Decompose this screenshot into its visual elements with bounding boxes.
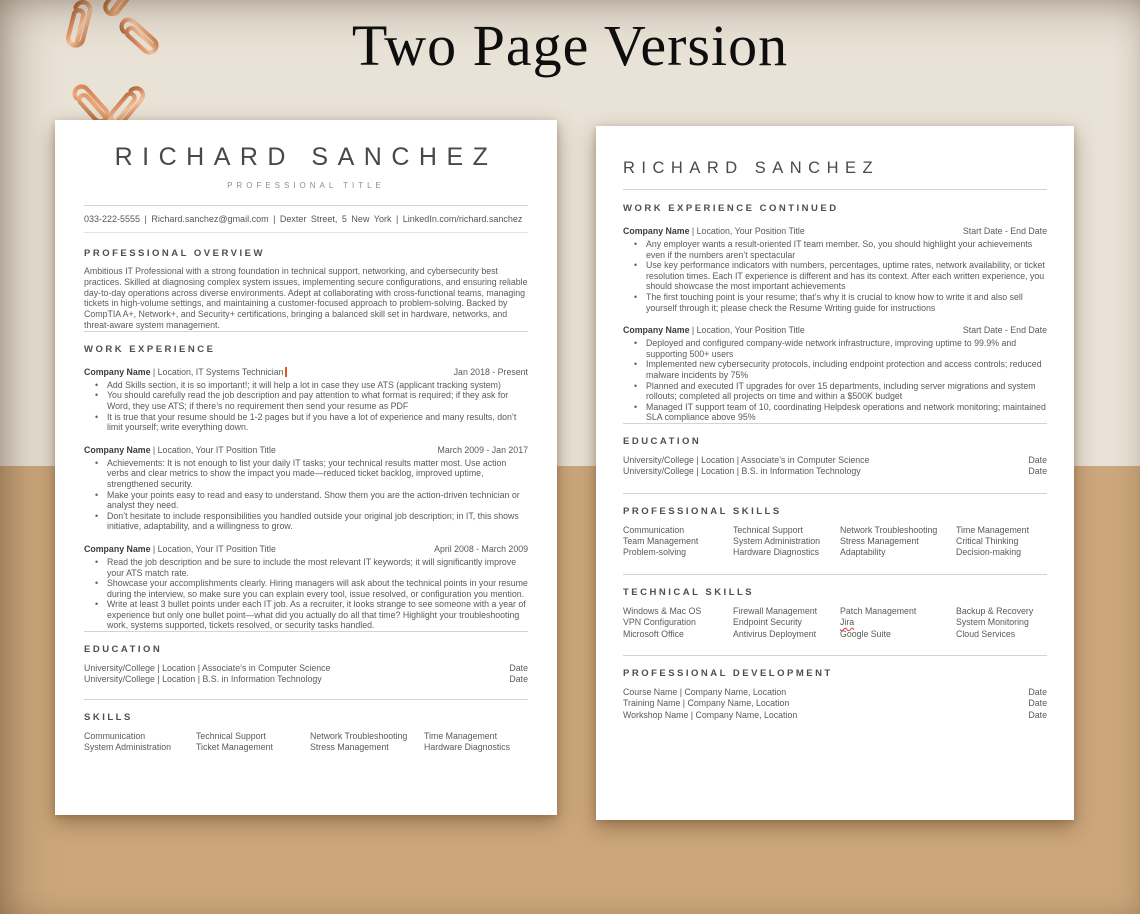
skill-item: Communication bbox=[84, 730, 146, 741]
bullet-item: • Make your points easy to read and easy to understand. Show them you are the action-driven technician or analyst they need. bbox=[84, 490, 528, 511]
skill-item: Microsoft Office bbox=[623, 628, 684, 639]
skill-item: Network Troubleshooting bbox=[310, 730, 408, 741]
job-bullets bbox=[84, 557, 528, 631]
education-heading: EDUCATION bbox=[623, 435, 702, 447]
job-dates: March 2009 - Jan 2017 bbox=[437, 444, 528, 455]
skill-item: Technical Support bbox=[733, 524, 803, 535]
resume-page-2 bbox=[596, 126, 1074, 820]
bullet-item: • Don’t hesitate to include responsibilities you handled outside your original job description; in IT, this shows initiative, adaptability, and a willingness to grow. bbox=[84, 511, 528, 532]
skill-item: Team Management bbox=[623, 535, 699, 546]
section-divider bbox=[623, 655, 1047, 656]
job-entry bbox=[84, 544, 528, 631]
skill-item: System Monitoring bbox=[956, 617, 1029, 628]
education-date: Date bbox=[509, 674, 528, 685]
job-title bbox=[84, 544, 276, 555]
skill-item: Communication bbox=[623, 524, 685, 535]
bullet-item: • Implemented new cybersecurity protocols, including endpoint protection and access controls; reduced malware incidents by 75% bbox=[623, 359, 1047, 380]
section-divider bbox=[623, 574, 1047, 575]
education-text: University/College | Location | Associate’s in Computer Science bbox=[623, 454, 870, 465]
job-dates: Jan 2018 - Present bbox=[453, 366, 528, 377]
education-row bbox=[623, 466, 1047, 477]
job-title bbox=[623, 325, 805, 336]
technical-skills-grid bbox=[623, 606, 1047, 640]
work-experience-heading: WORK EXPERIENCE bbox=[84, 343, 216, 355]
education-row bbox=[84, 663, 528, 674]
professional-skills-heading: PROFESSIONAL SKILLS bbox=[623, 505, 782, 517]
skill-item: Cloud Services bbox=[956, 628, 1016, 639]
skill-item: Time Management bbox=[424, 730, 498, 741]
education-text: University/College | Location | Associate’s in Computer Science bbox=[84, 663, 331, 674]
banner-title: Two Page Version bbox=[351, 13, 789, 78]
skill-item: System Administration bbox=[733, 535, 821, 546]
rule-below-contact bbox=[84, 232, 528, 233]
bullet-item: • You should carefully read the job description and pay attention to what format is required; if they ask for Word, they use ATS; if there’s no requirement then send your resume as PDF bbox=[84, 390, 528, 411]
text-cursor bbox=[285, 367, 287, 377]
page1-name: RICHARD SANCHEZ bbox=[114, 143, 498, 171]
job-header bbox=[84, 544, 528, 555]
job-entry bbox=[84, 367, 528, 433]
skill-item: System Administration bbox=[84, 742, 172, 753]
education-row bbox=[623, 455, 1047, 466]
development-text: Workshop Name | Company Name, Location bbox=[623, 709, 798, 720]
professional-skills-grid bbox=[623, 525, 1047, 559]
bullet-item: • Any employer wants a result-oriented IT team member. So, you should highlight your achievements even if the numbers aren’t spectacular bbox=[623, 239, 1047, 260]
job-bullets bbox=[623, 239, 1047, 313]
education-heading: EDUCATION bbox=[84, 644, 163, 656]
development-row bbox=[623, 698, 1047, 709]
job-entry bbox=[623, 325, 1047, 423]
company-name: Company Name bbox=[623, 325, 690, 336]
job-bullets bbox=[84, 380, 528, 433]
bullet-item: • Achievements: It is not enough to list your daily IT tasks; your technical results matter most. Use action verbs and clear metrics to show the impact you made—reduced ticket backlog, improved uptime, strengthened security. bbox=[84, 458, 528, 490]
section-divider bbox=[84, 331, 528, 332]
job-dates: April 2008 - March 2009 bbox=[434, 543, 528, 554]
page2-name: RICHARD SANCHEZ bbox=[623, 159, 880, 177]
skill-item: Hardware Diagnostics bbox=[733, 547, 820, 558]
development-row bbox=[623, 687, 1047, 698]
job-title bbox=[84, 445, 276, 456]
work-continued-heading: WORK EXPERIENCE CONTINUED bbox=[623, 203, 839, 214]
company-name: Company Name bbox=[84, 366, 151, 377]
skill-item: Time Management bbox=[956, 524, 1030, 535]
section-divider bbox=[623, 423, 1047, 424]
job-bullets bbox=[84, 458, 528, 532]
section-divider bbox=[84, 699, 528, 700]
skill-item-misspelled bbox=[840, 617, 956, 628]
section-divider bbox=[84, 631, 528, 632]
company-name: Company Name bbox=[84, 543, 151, 554]
job-header bbox=[623, 226, 1047, 237]
skill-item: Backup & Recovery bbox=[956, 605, 1034, 616]
development-row bbox=[623, 710, 1047, 721]
skill-item: Endpoint Security bbox=[733, 617, 802, 628]
professional-development-rows bbox=[623, 687, 1047, 721]
bullet-item: • Planned and executed IT upgrades for over 15 departments, including server migrations and system rollouts; completed all projects on time and within a $500K budget bbox=[623, 381, 1047, 402]
bullet-item: • It is true that your resume should be 1-2 pages but if you have a lot of experience and many results, don’t limit yourself; write everything down. bbox=[84, 412, 528, 433]
bullet-item: • Use key performance indicators with numbers, percentages, uptime rates, network availability, or ticket resolution times. Each IT experience is different and has its context. After each written experience, you should showcase the most important achievements bbox=[623, 260, 1047, 292]
technical-skills-heading: TECHNICAL SKILLS bbox=[623, 586, 755, 598]
education-row bbox=[84, 674, 528, 685]
education-rows bbox=[84, 663, 528, 686]
development-date: Date bbox=[1028, 698, 1047, 709]
job-title bbox=[84, 367, 287, 378]
skills-grid bbox=[84, 731, 528, 754]
job-bullets bbox=[623, 338, 1047, 423]
bullet-item: • The first touching point is your resume; that’s why it is crucial to know how to write it and also sell yourself through it; please check the Resume Writing guide for instructions bbox=[623, 292, 1047, 313]
education-date: Date bbox=[509, 663, 528, 674]
skill-item: Stress Management bbox=[840, 535, 919, 546]
development-date: Date bbox=[1028, 709, 1047, 720]
skill-item: Google Suite bbox=[840, 628, 891, 639]
job-entry bbox=[623, 226, 1047, 313]
job-meta: | Location, IT Systems Technician bbox=[150, 366, 284, 377]
education-date: Date bbox=[1028, 454, 1047, 465]
bullet-item: • Deployed and configured company-wide network infrastructure, improving uptime to 99.9% and supporting 500+ users bbox=[623, 338, 1047, 359]
job-dates: Start Date - End Date bbox=[962, 226, 1047, 236]
skills-heading: SKILLS bbox=[84, 711, 133, 723]
skill-item: Firewall Management bbox=[733, 605, 818, 616]
page1-professional-title: PROFESSIONAL TITLE bbox=[227, 181, 385, 190]
skill-item: Problem-solving bbox=[623, 547, 687, 558]
bullet-item: • Managed IT support team of 10, coordinating Helpdesk operations and network monitoring; maintained SLA compliance above 95% bbox=[623, 402, 1047, 423]
rule-below-name bbox=[623, 189, 1047, 190]
overview-heading: PROFESSIONAL OVERVIEW bbox=[84, 248, 265, 259]
skill-item: Patch Management bbox=[840, 605, 917, 616]
resume-page-1 bbox=[55, 120, 557, 815]
bullet-item: • Add Skills section, it is so important!; it will help a lot in case they use ATS (applicant tracking system) bbox=[84, 380, 528, 391]
section-divider bbox=[623, 493, 1047, 494]
education-rows bbox=[623, 455, 1047, 478]
skill-item: Ticket Management bbox=[196, 742, 273, 753]
job-dates: Start Date - End Date bbox=[962, 325, 1047, 336]
skill-item: VPN Configuration bbox=[623, 617, 696, 628]
job-meta: | Location, Your Position Title bbox=[689, 325, 805, 336]
skill-item: Critical Thinking bbox=[956, 535, 1019, 546]
job-meta: | Location, Your IT Position Title bbox=[150, 543, 276, 554]
development-text: Training Name | Company Name, Location bbox=[623, 698, 790, 709]
skill-item: Technical Support bbox=[196, 730, 266, 741]
job-entry bbox=[84, 445, 528, 532]
page1-contact-line: 033-222-5555 | Richard.sanchez@gmail.com | Dexter Street, 5 New York | LinkedIn.com/richard.sanchez bbox=[84, 214, 523, 224]
development-date: Date bbox=[1028, 686, 1047, 697]
job-meta: | Location, Your Position Title bbox=[689, 226, 805, 236]
bullet-item: • Write at least 3 bullet points under each IT job. As a recruiter, it looks strange to see someone with a year of experience but only one bullet point—what did you actually do all that time? Highlight your troubleshooting work, systems supported, tickets resolved, or security tasks handled. bbox=[84, 599, 528, 631]
professional-development-heading: PROFESSIONAL DEVELOPMENT bbox=[623, 667, 833, 679]
education-date: Date bbox=[1028, 466, 1047, 477]
bullet-item: • Showcase your accomplishments clearly. Hiring managers will ask about the technical points in your resume during the interview, so make sure you can explain every tool, issue resolved, or configuration you mention. bbox=[84, 578, 528, 599]
rule-above-contact bbox=[84, 205, 528, 206]
bullet-item: • Read the job description and be sure to include the most relevant IT keywords; it will significantly improve your ATS match rate. bbox=[84, 557, 528, 578]
development-text: Course Name | Company Name, Location bbox=[623, 686, 787, 697]
education-text: University/College | Location | B.S. in Information Technology bbox=[84, 674, 322, 685]
company-name: Company Name bbox=[84, 444, 151, 455]
education-text: University/College | Location | B.S. in Information Technology bbox=[623, 466, 861, 477]
job-header bbox=[623, 325, 1047, 336]
job-header bbox=[84, 367, 528, 378]
skill-item: Hardware Diagnostics bbox=[424, 742, 511, 753]
skill-item: Jira bbox=[840, 617, 855, 628]
skill-item: Network Troubleshooting bbox=[840, 524, 938, 535]
job-meta: | Location, Your IT Position Title bbox=[150, 444, 276, 455]
job-title bbox=[623, 226, 805, 237]
skill-item: Stress Management bbox=[310, 742, 389, 753]
skill-item: Antivirus Deployment bbox=[733, 628, 817, 639]
overview-text: Ambitious IT Professional with a strong foundation in technical support, networking, and cybersecurity best practices. Skilled at diagnosing complex system issues, implementing secure configurations, and ensuring reliable day-to-day operations across diverse environments. Adept at collaborating with cross-functional teams, managing tickets in high-volume settings, and maintaining a customer-focused approach to problem-solving. Backed by CompTIA A+, Network+, and Security+ certifications, bringing a balanced skill set in hardware, networks, and threat-aware system management. bbox=[84, 266, 528, 330]
skill-item: Decision-making bbox=[956, 547, 1022, 558]
job-header bbox=[84, 445, 528, 456]
skill-item: Adaptability bbox=[840, 547, 886, 558]
skill-item: Windows & Mac OS bbox=[623, 605, 702, 616]
company-name: Company Name bbox=[623, 226, 690, 236]
